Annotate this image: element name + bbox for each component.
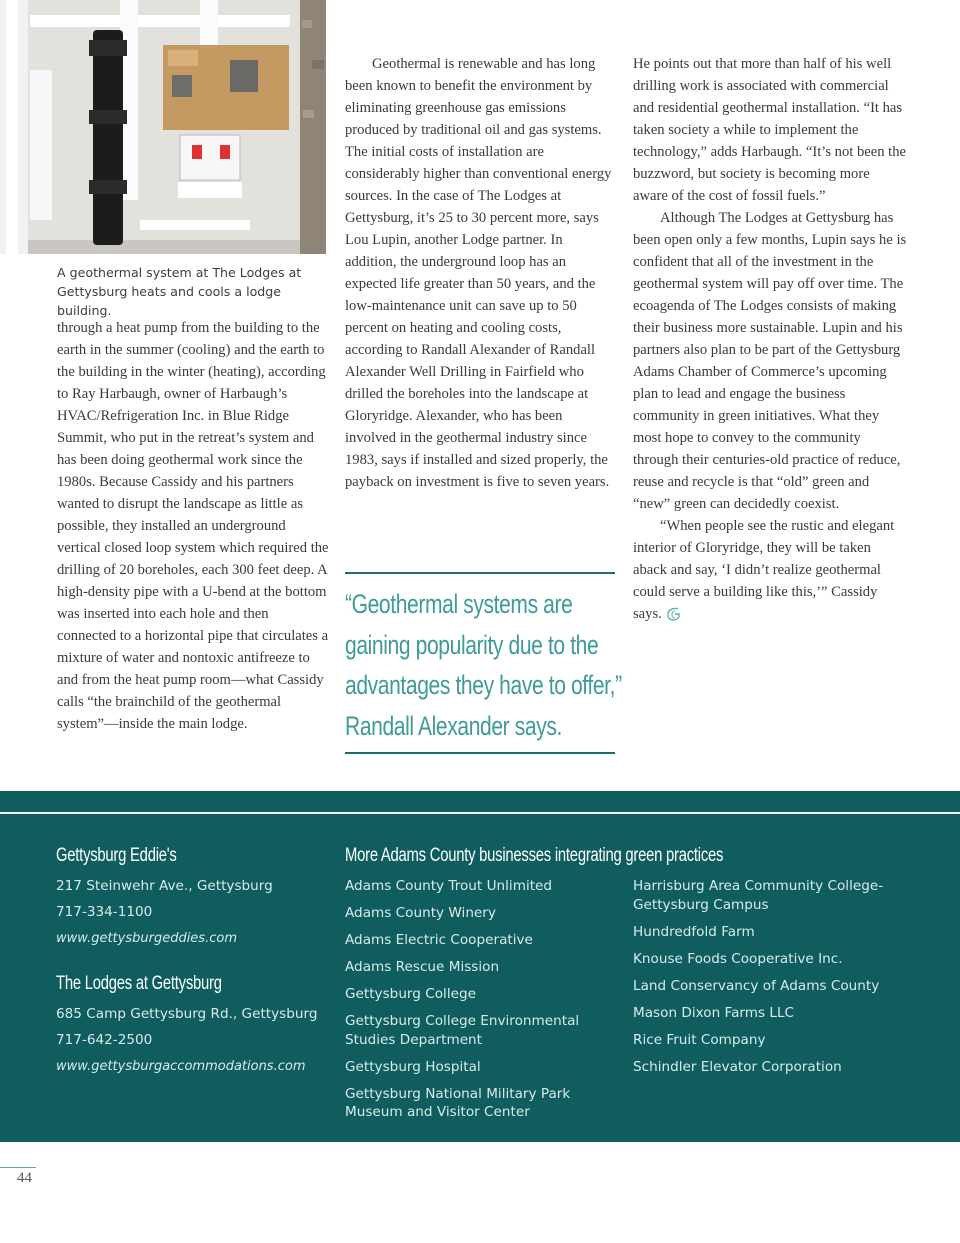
eddies-url-link[interactable]: www.gettysburgeddies.com — [56, 931, 237, 946]
pull-quote-text — [345, 584, 622, 746]
business-list-item: Mason Dixon Farms LLC — [633, 1004, 795, 1021]
business-list-item: Adams County Trout Unlimited — [345, 878, 553, 894]
article-paragraph: Although The Lodges at Gettysburg has been open only a few months, Lupin says he is confident that all of the investment in the geothermal system will pay off over time. The ecoagenda of The Lodges consists of making their business more sustainable. Lupin and his partners also plan to be part of the Gettysburg Adams Chamber of Commerce’s upcoming plan to lead and engage the business community in green initiatives. What they most hope to convey to the community through their centuries-old practice of reduce, reuse and recycle is that “old” green and “new” green can decidedly coexist. — [633, 210, 907, 512]
business-list-item: Adams Electric Cooperative — [345, 932, 533, 948]
panel-divider — [0, 812, 960, 814]
lodges-phone: 717-642-2500 — [56, 1032, 153, 1048]
article-paragraph-final — [633, 515, 907, 625]
end-mark-icon — [666, 606, 682, 622]
more-businesses-title: More Adams County businesses integrating green practices — [345, 845, 724, 866]
photo-caption: A geothermal system at The Lodges at Gettysburg heats and cools a lodge building. — [57, 265, 302, 318]
page-number: 44 — [17, 1170, 32, 1186]
business-directory-panel — [0, 791, 960, 1142]
eddies-phone: 717-334-1100 — [56, 904, 153, 920]
business-list-left — [345, 877, 579, 1130]
eddies-address: 217 Steinwehr Ave., Gettysburg — [56, 878, 273, 894]
business-list-item: Gettysburg College Environmental Studies Department — [345, 1013, 580, 1048]
article-column-2 — [345, 53, 615, 493]
business-list-item: Land Conservancy of Adams County — [633, 977, 880, 994]
lodges-address: 685 Camp Gettysburg Rd., Gettysburg — [56, 1006, 318, 1022]
pull-quote-line: gaining popularity due to the — [345, 629, 599, 660]
photo-illustration — [0, 0, 326, 254]
business-list-item: Schindler Elevator Corporation — [633, 1058, 842, 1075]
article-paragraph: Geothermal is renewable and has long been known to benefit the environment by eliminating greenhouse gas emissions produced by traditional oil and gas systems. The initial costs of installation are considerably higher than conventional energy sources. In the case of The Lodges at Gettysburg, it’s 25 to 30 percent more, says Lou Lupin, another Lodge partner. In addition, the underground loop has an expected life greater than 50 years, and the low-maintenance unit can save up to 50 percent on heating and cooling costs, according to Randall Alexander of Randall Alexander Well Drilling in Fairfield who drilled the boreholes into the landscape at Gloryridge. Alexander, who has been involved in the geothermal industry since 1983, says if installed and sized properly, the payback on investment is five to seven years. — [345, 56, 612, 490]
lodges-name: The Lodges at Gettysburg — [56, 973, 222, 994]
business-list-item: Hundredfold Farm — [633, 923, 755, 940]
article-paragraph: He points out that more than half of his well drilling work is associated with commercial and residential geothermal installation. “It has taken society a while to implement the technology,” adds Harbaugh. “It’s not been the buzzword, but society is becoming more aware of the cost of fossil fuels.” — [633, 56, 907, 204]
business-list-item: Gettysburg National Military Park Museum and Visitor Center — [345, 1085, 571, 1120]
page-number-rule — [0, 1167, 36, 1168]
article-column-1 — [57, 317, 329, 735]
pull-quote-line: Randall Alexander says. — [345, 710, 562, 741]
business-list-right — [633, 877, 883, 1085]
business-list-item: Harrisburg Area Community College- Gettysburg Campus — [633, 878, 884, 913]
article-column-3 — [633, 53, 907, 625]
pull-quote-line: “Geothermal systems are — [345, 589, 573, 619]
business-list-item: Gettysburg College — [345, 986, 476, 1002]
business-list-item: Adams Rescue Mission — [345, 959, 500, 975]
business-list-item: Gettysburg Hospital — [345, 1058, 481, 1075]
pull-quote — [345, 572, 622, 754]
business-list-item: Adams County Winery — [345, 905, 496, 921]
lodges-url-link[interactable]: www.gettysburgaccommodations.com — [56, 1059, 306, 1074]
pull-quote-line: advantages they have to offer,” — [345, 670, 622, 700]
geothermal-photo — [0, 0, 326, 254]
business-list-item: Rice Fruit Company — [633, 1031, 766, 1048]
eddies-name: Gettysburg Eddie's — [56, 845, 177, 866]
business-list-item: Knouse Foods Cooperative Inc. — [633, 950, 843, 967]
article-paragraph: through a heat pump from the building to the earth in the summer (cooling) and the earth to the building in the winter (heating), according to Ray Harbaugh, owner of Harbaugh’s HVAC/Refrigeration Inc. in Blue Ridge Summit, who put in the retreat’s system and has been doing geothermal work since the 1980s. Because Cassidy and his partners wanted to disrupt the landscape as little as possible, they installed an underground vertical closed loop system which required the drilling of 20 boreholes, each 300 feet deep. A high-density pipe with a U-bend at the bottom was inserted into each hole and then connected to a horizontal pipe that circulates a mixture of water and nontoxic antifreeze to and from the heat pump room—what Cassidy calls “the brainchild of the geothermal system”—inside the main lodge. — [57, 320, 329, 732]
article-paragraph: “When people see the rustic and elegant interior of Gloryridge, they will be taken aback and say, ‘I didn’t realize geothermal could serve a building like this,’” Cassidy says. — [633, 518, 895, 622]
